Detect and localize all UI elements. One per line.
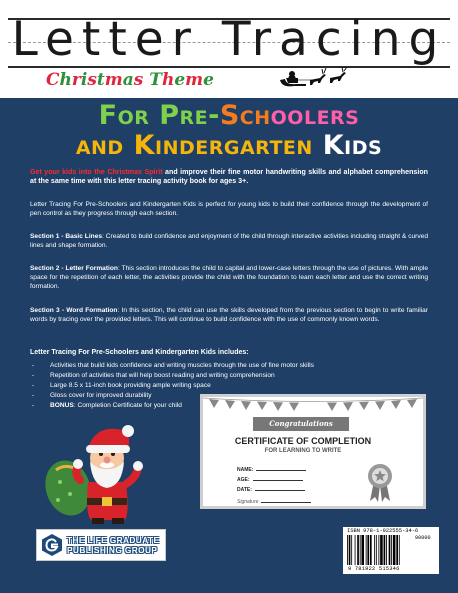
isbn-text: ISBN 978-1-922555-34-6 — [347, 528, 419, 534]
barcode-bar — [374, 535, 375, 565]
barcode-bar — [351, 535, 352, 565]
barcode-bar — [399, 535, 400, 565]
publisher-name-line: THE LIFE GRADUATE — [67, 535, 160, 545]
barcode-bar — [389, 535, 391, 565]
publisher-logo — [36, 529, 166, 561]
list-item: - Activities that build kids confidence and writing muscles through the use of fine motor skills — [30, 361, 314, 371]
description-paragraph: Letter Tracing For Pre-Schoolers and Kindergarten Kids is perfect for young kids to build their confidence through the development of pen control as they progress through each section. — [30, 201, 428, 218]
theme-letter: i — [80, 70, 88, 90]
price-code: 90000 — [415, 535, 431, 541]
theme-letter: r — [71, 70, 81, 90]
santa-with-gift-sack-icon — [40, 422, 144, 526]
subtitle-part: oolers — [270, 100, 360, 131]
barcode-bar — [360, 535, 361, 565]
sleigh-icon — [276, 66, 356, 90]
barcode-bar — [393, 535, 396, 565]
barcode-bar — [384, 535, 386, 565]
cert-field-name — [237, 467, 306, 473]
cert-field-age — [237, 477, 303, 483]
barcode — [343, 527, 439, 574]
barcode-bar — [355, 535, 356, 565]
cert-field-signature — [237, 499, 311, 505]
theme-letter: e — [203, 70, 214, 90]
features-title: Letter Tracing For Pre-Schoolers and Kindergarten Kids includes: — [30, 349, 249, 356]
subtitle-part: and Kindergarten — [75, 130, 323, 161]
cert-field-line — [261, 502, 311, 503]
section-text: : This section introduces the child to capital and lower-case letters through the use of pictures. With ample space for the repetition of each letter, the activities provide the child with the foundation to learn each letter and use the correct writing formation. — [30, 265, 428, 291]
publisher-name-line: PUBLISHING GROUP — [67, 545, 158, 555]
barcode-bar — [376, 535, 377, 565]
section-label: Section 3 - Word Formation — [30, 307, 118, 314]
bonus-text: : Completion Certificate for your child — [73, 402, 182, 409]
section-text: : In this section, the child can use the skills developed from the previous section to begin to write familiar words by tracing over the provided letters. This will continue to build confidence with the use of commonly known words. — [30, 307, 429, 324]
barcode-bar — [357, 535, 359, 565]
barcode-number: 9 781922 515346 — [348, 566, 400, 572]
theme-letter: s — [133, 70, 144, 90]
theme-letter: m — [104, 70, 123, 90]
subtitle-part: For Pre- — [98, 100, 220, 131]
barcode-bar — [370, 535, 372, 565]
barcode-bar — [347, 535, 348, 565]
list-item: - Repetition of activities that will help boost reading and writing comprehension — [30, 371, 314, 381]
barcode-bar — [367, 535, 369, 565]
subtitle-part: Kids — [322, 130, 383, 161]
theme-letter: a — [122, 70, 134, 90]
cert-field-label: Signature — [237, 499, 259, 505]
cert-ribbon: Congratulations — [253, 417, 349, 431]
theme-letter: e — [174, 70, 186, 90]
section-label: Section 1 - Basic Lines — [30, 233, 103, 240]
cert-field-label: DATE: — [237, 487, 252, 493]
list-item: - Gloss cover for improved durability — [30, 391, 314, 401]
theme-letter: m — [185, 70, 204, 90]
bonus-label: BONUS — [50, 402, 74, 409]
bunting-decoration — [203, 397, 423, 413]
theme-letter: C — [46, 70, 60, 90]
section-label: Section 2 - Letter Formation — [30, 265, 118, 272]
award-seal-icon — [367, 463, 393, 503]
cert-title: CERTIFICATE OF COMPLETION — [234, 436, 372, 446]
theme-letter: t — [96, 70, 105, 90]
publisher-name — [67, 535, 163, 555]
barcode-bar — [366, 535, 367, 565]
barcode-bar — [386, 535, 387, 565]
theme-letter: h — [59, 70, 72, 90]
cert-field-line — [256, 470, 306, 471]
section-1-paragraph — [30, 232, 428, 250]
cert-field-date — [237, 487, 305, 493]
cert-field-line — [253, 480, 303, 481]
subtitle-line-2 — [0, 130, 458, 161]
certificate-preview — [200, 394, 426, 509]
cert-field-label: AGE: — [237, 477, 250, 483]
barcode-bar — [391, 535, 392, 565]
subtitle-line-1 — [0, 100, 458, 131]
barcode-bar — [378, 535, 379, 565]
section-2-paragraph — [30, 264, 428, 292]
book-title: Letter Tracing — [11, 12, 447, 67]
cert-subtitle: FOR LEARNING TO WRITE — [264, 448, 342, 454]
intro-text: and improve their fine motor handwriting skills and alphabet comprehension at the same time with this letter tracing activity book for ages 3+. — [30, 168, 428, 186]
subtitle-part: Sch — [219, 100, 271, 131]
theme-label — [46, 70, 214, 90]
section-3-paragraph — [30, 306, 428, 324]
barcode-bar — [380, 535, 383, 565]
g-logo-icon — [40, 533, 64, 557]
barcode-bar — [361, 535, 364, 565]
theme-letter: T — [149, 70, 162, 90]
title-banner — [0, 0, 458, 98]
cert-field-label: NAME: — [237, 467, 254, 473]
barcode-bar — [396, 535, 398, 565]
theme-letter: s — [87, 70, 97, 90]
list-item: - Large 8.5 x 11-inch book providing ample writing space — [30, 381, 314, 391]
cert-field-line — [255, 490, 305, 491]
intro-highlight: Get your kids into the Christmas Spirit — [30, 168, 163, 176]
intro-paragraph — [30, 168, 428, 186]
section-text: : Created to build confidence and enjoyment of the child through interactive activities including straight & curved lines and shape formation. — [30, 233, 428, 250]
barcode-bar — [349, 535, 351, 565]
theme-letter: h — [161, 70, 175, 90]
